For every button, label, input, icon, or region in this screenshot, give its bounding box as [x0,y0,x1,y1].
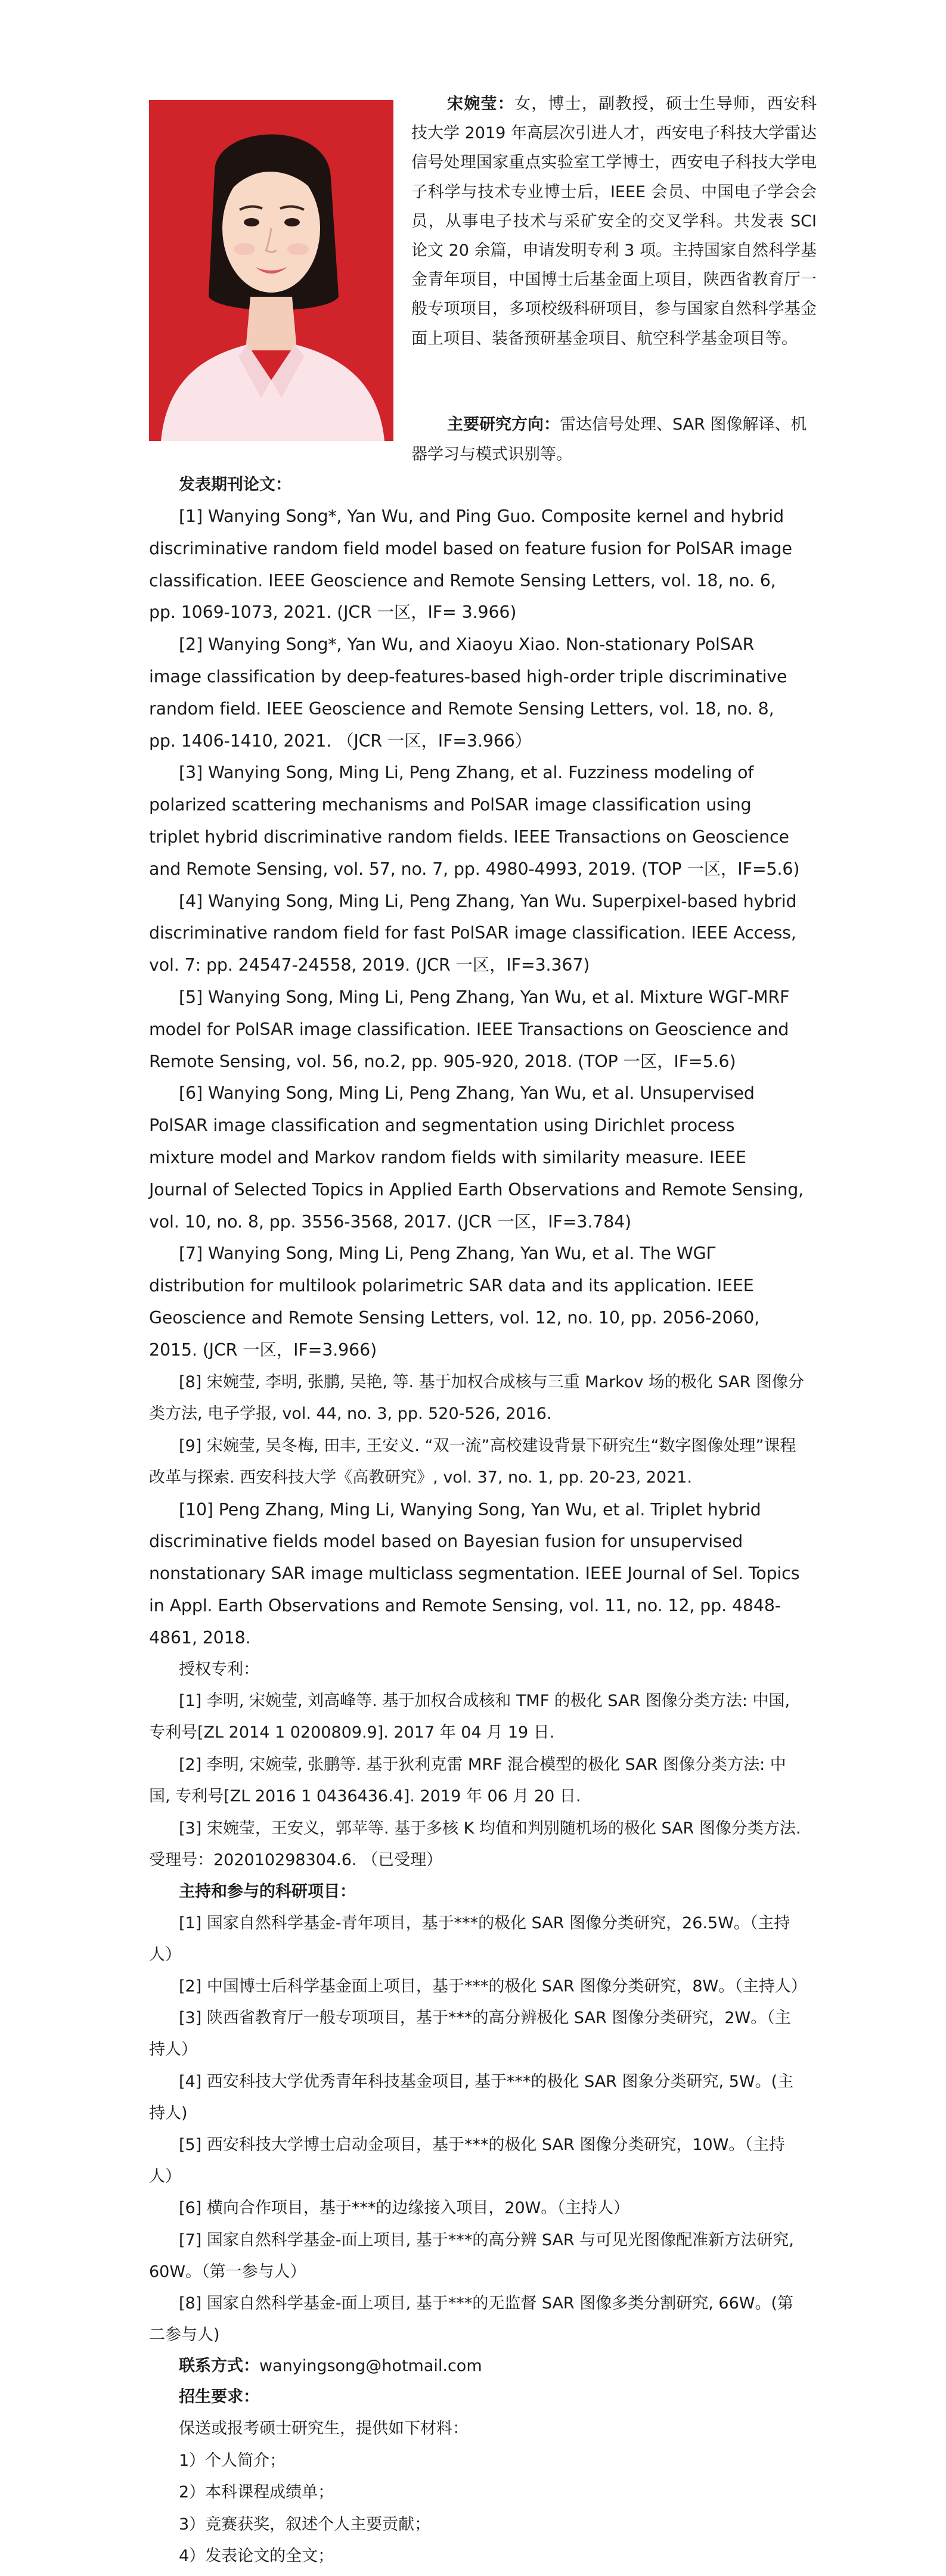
contact-line [149,2351,805,2382]
journal-list-cn [149,1366,805,1494]
research-label: 主要研究方向： [447,415,560,434]
project-item: [5] 西安科技大学博士启动金项目，基于***的极化 SAR 图像分类研究，10W。（主持人） [149,2135,785,2186]
journal-item: [6] Wanying Song, Ming Li, Peng Zhang, Yan Wu, et al. Unsupervised PolSAR image classification and segmentation using Dirichlet process mixture model and Markov random fields with similarity measure. IEEE Journal of Selected Topics in Applied Earth Observations and Remote Sensing, vol. 10, no. 8, pp. 3556-3568, 2017. (JCR 一区，IF=3.784) [149,1083,804,1232]
journal-item: [5] Wanying Song, Ming Li, Peng Zhang, Yan Wu, et al. Mixture WGΓ-MRF model for PolSAR image classification. IEEE Transactions on Geoscience and Remote Sensing, vol. 56, no.2, pp. 905-920, 2018. (TOP 一区，IF=5.6) [149,987,790,1071]
admission-section-title: 招生要求： [179,2388,259,2407]
admission-item: 4）发表论文的全文； [179,2547,334,2566]
admission-item: 2）本科课程成绩单； [179,2483,334,2502]
journal-item: [8] 宋婉莹, 李明, 张鹏, 吴艳, 等. 基于加权合成核与三重 Markov 场的极化 SAR 图像分类方法, 电子学报, vol. 44, no. 3, pp. 520-526, 2016. [149,1372,804,1424]
project-item: [3] 陕西省教育厅一般专项项目，基于***的高分辨极化 SAR 图像分类研究，2W。（主持人） [149,2009,791,2059]
bio-text: 女，博士，副教授，硕士生导师，西安科技大学 2019 年高层次引进人才，西安电子科技大学雷达信号处理国家重点实验室工学博士，西安电子科技大学电子科学与技术专业博士后，IEEE 会员、中国电子学会会员，从事电子技术与采矿安全的交叉学科。共发表 SCI 论文 20 余篇，申请发明专利 3 项。主持国家自然科学基金青年项目，中国博士后基金面上项目，陕西省教育厅一般专项项目，多项校级科研项目，参与国家自然科学基金面上项目、装备预研基金项目、航空科学基金项目等。 [411,95,817,348]
portrait-photo [149,100,393,441]
project-item: [7] 国家自然科学基金-面上项目, 基于***的高分辨 SAR 与可见光图像配准新方法研究, 60W。（第一参与人） [149,2230,794,2281]
journal-item: [10] Peng Zhang, Ming Li, Wanying Song, Yan Wu, et al. Triplet hybrid discriminative fields model based on Bayesian fusion for unsupervised nonstationary SAR image multiclass segmentation. IEEE Journal of Sel. Topics in Appl. Earth Observations and Remote Sensing, vol. 11, no. 12, pp. 4848-4861, 2018. [149,1499,800,1648]
project-list [149,1907,805,2351]
research-text: 雷达信号处理、SAR 图像解译、机器学习与模式识别等。 [411,415,807,464]
journal-item: [7] Wanying Song, Ming Li, Peng Zhang, Yan Wu, et al. The WGΓ distribution for multilook polarimetric SAR data and its application. IEEE Geoscience and Remote Sensing Letters, vol. 12, no. 10, pp. 2056-2060, 2015. (JCR 一区，IF=3.966) [149,1244,760,1360]
journal-list [149,501,805,1366]
journal-item: [9] 宋婉莹, 吴冬梅, 田丰, 王安义. “双一流”高校建设背景下研究生“数字图像处理”课程改革与探索. 西安科技大学《高教研究》, vol. 37, no. 1, pp. 20-23, 2021. [149,1436,796,1487]
bio-paragraph [411,89,817,353]
journal-item: [4] Wanying Song, Ming Li, Peng Zhang, Yan Wu. Superpixel-based hybrid discriminative random field for fast PolSAR image classification. IEEE Access, vol. 7: pp. 24547-24558, 2019. (JCR 一区，IF=3.367) [149,891,797,975]
project-item: [4] 西安科技大学优秀青年科技基金项目, 基于***的极化 SAR 图象分类研究, 5W。(主持人) [149,2072,794,2123]
admission-intro: 保送或报考硕士研究生，提供如下材料： [179,2419,469,2438]
portrait-illustration [149,100,393,441]
contact-email: wanyingsong@hotmail.com [259,2357,482,2376]
name-colon: ： [497,95,514,113]
projects-section-title: 主持和参与的科研项目： [179,1882,356,1901]
project-item: [1] 国家自然科学基金-青年项目，基于***的极化 SAR 图像分类研究，26.5W。（主持人） [149,1913,790,1964]
admission-item: 3）竞赛获奖，叙述个人主要贡献； [179,2515,431,2534]
journal-section-title: 发表期刊论文： [179,476,291,494]
admission-list [149,2413,805,2572]
patent-item: [2] 李明, 宋婉莹, 张鹏等. 基于狄利克雷 MRF 混合模型的极化 SAR 图像分类方法: 中国, 专利号[ZL 2016 1 0436436.4]. 2019 年 06 月 20 日. [149,1755,786,1806]
patent-item: [3] 宋婉莹，王安义，郭苹等. 基于多核 K 均值和判别随机场的极化 SAR 图像分类方法. 受理号：202010298304.6. （已受理） [149,1819,801,1869]
project-item: [2] 中国博士后科学基金面上项目，基于***的极化 SAR 图像分类研究，8W。（主持人） [179,1977,807,1996]
patents-section-title: 授权专利： [179,1660,259,1679]
journal-list-2 [149,1494,805,1654]
research-direction [411,410,817,470]
profile-name: 宋婉莹 [447,95,498,113]
main-content [149,470,805,2572]
patent-item: [1] 李明, 宋婉莹, 刘高峰等. 基于加权合成核和 TMF 的极化 SAR 图像分类方法: 中国, 专利号[ZL 2014 1 0200809.9]. 2017 年 04 月 19 日. [149,1691,790,1742]
patent-list [149,1685,805,1876]
admission-item: 1）个人简介； [179,2451,286,2470]
contact-label: 联系方式： [179,2357,259,2376]
journal-item: [3] Wanying Song, Ming Li, Peng Zhang, et al. Fuzziness modeling of polarized scattering mechanisms and PolSAR image classification using triplet hybrid discriminative random fields. IEEE Transactions on Geoscience and Remote Sensing, vol. 57, no. 7, pp. 4980-4993, 2019. (TOP 一区，IF=5.6) [149,763,800,879]
project-item: [8] 国家自然科学基金-面上项目, 基于***的无监督 SAR 图像多类分割研究, 66W。(第二参与人) [149,2294,794,2345]
journal-item: [1] Wanying Song*, Yan Wu, and Ping Guo. Composite kernel and hybrid discriminative random field model based on feature fusion for PolSAR image classification. IEEE Geoscience and Remote Sensing Letters, vol. 18, no. 6, pp. 1069-1073, 2021. (JCR 一区，IF= 3.966) [149,507,792,623]
journal-item: [2] Wanying Song*, Yan Wu, and Xiaoyu Xiao. Non-stationary PolSAR image classification by deep-features-based high-order triple discriminative random field. IEEE Geoscience and Remote Sensing Letters, vol. 18, no. 8, pp. 1406-1410, 2021. （JCR 一区，IF=3.966） [149,635,787,751]
project-item: [6] 横向合作项目，基于***的边缘接入项目，20W。（主持人） [179,2199,629,2218]
